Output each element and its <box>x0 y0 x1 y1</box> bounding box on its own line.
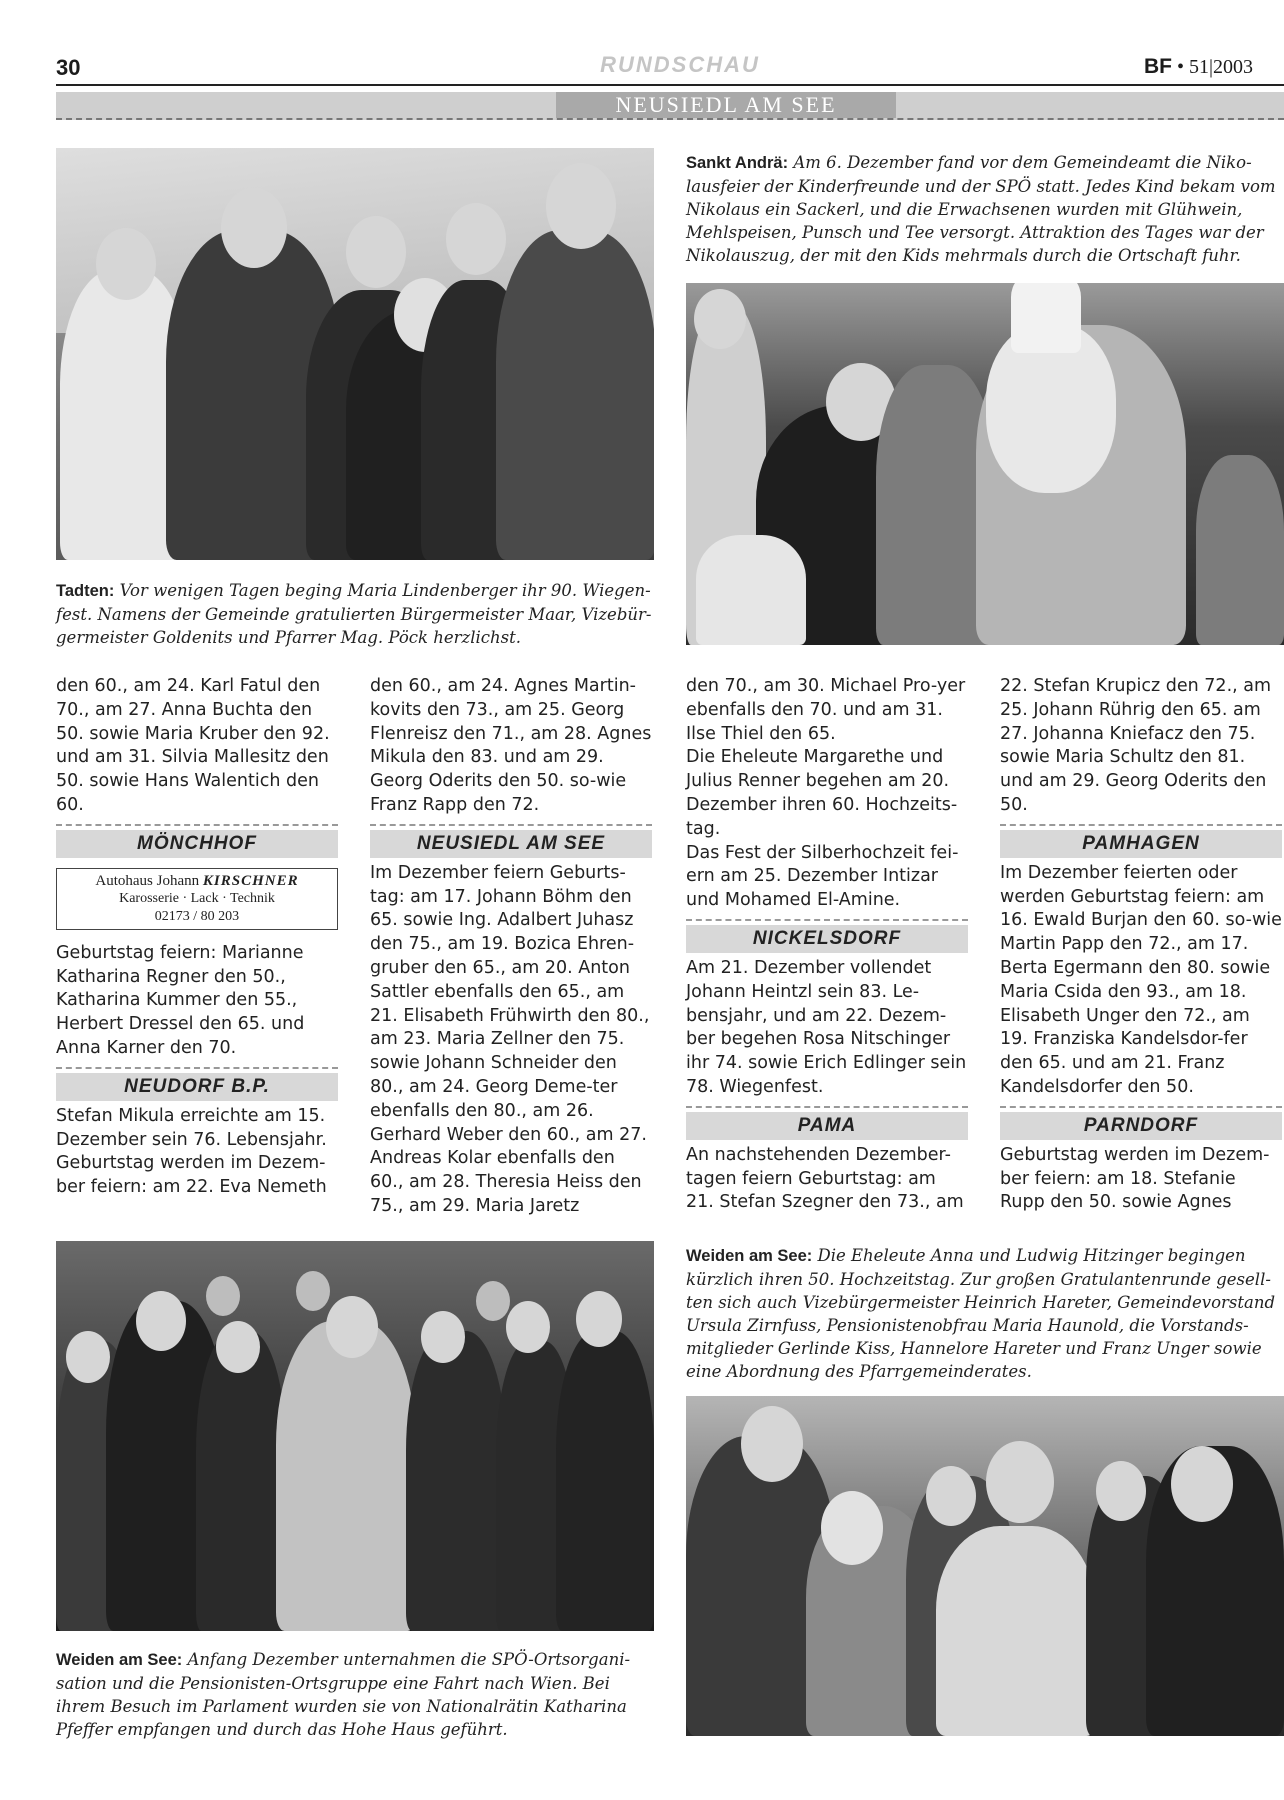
heading-moenchhof <box>56 824 338 858</box>
heading-neusiedl <box>370 824 652 858</box>
caption-text: Die Eheleute Anna und Ludwig Hitzinger begingen kürzlich ihren 50. Hochzeitstag. Zur großen Gratulantenrunde gesell-ten sich auch Vizebürgermeister Heinrich Hareter, Gemeindevorstand Ursula Zirnfuss, Pensionistenobfrau Maria Haunold, die Vorstands-mitglieder Gerlinde Kiss, Hannelore Hareter und Franz Unger sowie eine Abordnung des Pfarrgemeinderates. <box>686 1246 1276 1381</box>
page-number: 30 <box>56 55 81 80</box>
parndorf-text: Geburtstag werden im Dezem-ber feiern: am 18. Stefanie Rupp den 50. sowie Agnes <box>1000 1144 1270 1213</box>
column-1 <box>56 675 338 1200</box>
column-1-intro: den 60., am 24. Karl Fatul den 70., am 27. Anna Buchta den 50. sowie Maria Kruber den 92. und am 31. Silvia Mallesitz den 50. sowie Hans Walentich den 60. <box>56 676 330 815</box>
ad-phone: 02173 / 80 203 <box>154 908 240 924</box>
caption-tadten <box>56 579 654 649</box>
column-3-intro: den 70., am 30. Michael Pro-yer ebenfalls den 70. und am 31. Ilse Thiel den 65. <box>686 676 966 744</box>
caption-text: Vor wenigen Tagen beging Maria Lindenberger ihr 90. Wiegen-fest. Namens der Gemeinde gratulierten Bürgermeister Maar, Vizebür-germeister Goldenits und Pfarrer Mag. Pöck herzlichst. <box>56 581 652 647</box>
nickelsdorf-text: Am 21. Dezember vollendet Johann Heintzl sein 83. Le-bensjahr, und am 22. Dezem-ber begehen Rosa Nitschinger ihr 74. sowie Erich Edlinger sein 78. Wiegenfest. <box>686 957 967 1097</box>
column-4 <box>1000 675 1282 1215</box>
column-2-intro: den 60., am 24. Agnes Martin-kovits den 73., am 25. Georg Flenreisz den 71., am 28. Agnes Mikula den 83. und am 29. Georg Oderits den 50. so-wie Franz Rapp den 72. <box>370 676 652 815</box>
caption-place: Weiden am See: <box>56 1651 183 1669</box>
caption-place: Tadten: <box>56 582 115 600</box>
photo-sankt-andrae <box>686 283 1284 645</box>
header-rule <box>56 84 1284 86</box>
region-banner <box>56 92 1284 120</box>
photo-weiden-group <box>56 1241 654 1631</box>
caption-weiden-couple <box>686 1244 1284 1383</box>
photo-weiden-couple <box>686 1396 1284 1736</box>
publication-name: BF <box>1144 55 1172 78</box>
section-title: RUNDSCHAU <box>600 52 760 77</box>
heading-pama <box>686 1106 968 1140</box>
caption-text: Am 6. Dezember fand vor dem Gemeindeamt die Niko-lausfeier der Kinderfreunde und der SPÖ statt. Jedes Kind bekam vom Nikolaus ein Sackerl, und die Erwachsenen wurden mit Glühwein, Mehlspeisen, Punsch und Tee versorgt. Attraktion des Tages war der Nikolauszug, der mit den Kids mehrmals durch die Ortschaft fuhr. <box>686 153 1276 265</box>
issue-number: • 51|2003 <box>1177 56 1254 78</box>
caption-text: Anfang Dezember unternahmen die SPÖ-Ortsorgani-sation und die Pensionisten-Ortsgruppe eine Fahrt nach Wien. Bei ihrem Besuch im Parlament wurden sie von Nationalrätin Katharina Pfeffer empfangen und durch das Hohe Haus geführt. <box>56 1650 631 1739</box>
column-3 <box>686 675 968 1215</box>
heading-text: MÖNCHHOF <box>56 830 338 858</box>
heading-nickelsdorf <box>686 919 968 953</box>
photo-tadten <box>56 148 654 560</box>
neudorf-text: Stefan Mikula erreichte am 15. Dezember sein 76. Lebensjahr. Geburtstag werden im Dezem-ber feiern: am 22. Eva Nemeth <box>56 1105 327 1198</box>
caption-place: Weiden am See: <box>686 1247 813 1265</box>
heading-text: NEUSIEDL AM SEE <box>370 830 652 858</box>
heading-text: NEUDORF B.P. <box>56 1073 338 1101</box>
moenchhof-text: Geburtstag feiern: Marianne Katharina Regner den 50., Katharina Kummer den 55., Herbert Dressel den 65. und Anna Karner den 70. <box>56 942 305 1058</box>
advertisement-kirschner <box>56 868 338 930</box>
silberhochzeit-text: Das Fest der Silberhochzeit fei-ern am 25. Dezember Intizar und Mohamed El-Amine. <box>686 842 959 911</box>
heading-text: PARNDORF <box>1000 1112 1282 1140</box>
column-4-intro: 22. Stefan Krupicz den 72., am 25. Johann Rührig den 65. am 27. Johanna Kniefacz den 75. sowie Maria Schultz den 81. und am 29. Georg Oderits den 50. <box>1000 676 1272 815</box>
ad-services: Karosserie · Lack · Technik <box>119 890 275 906</box>
ad-company: Autohaus Johann KIRSCHNER <box>95 872 299 889</box>
pamhagen-text: Im Dezember feierten oder werden Geburtstag feiern: am 16. Ewald Burjan den 60. so-wie Martin Papp den 72., am 17. Berta Egermann den 80. sowie Maria Csida den 93., am 18. Elisabeth Unger den 72., am 19. Franziska Kandelsdor-fer den 65. und am 21. Franz Kandelsdorfer den 50. <box>1000 862 1282 1097</box>
heading-parndorf <box>1000 1106 1282 1140</box>
heading-text: PAMHAGEN <box>1000 830 1282 858</box>
issue-info <box>1144 55 1284 79</box>
caption-weiden-group <box>56 1648 654 1741</box>
heading-pamhagen <box>1000 824 1282 858</box>
neusiedl-text: Im Dezember feiern Geburts-tag: am 17. Johann Böhm den 65. sowie Ing. Adalbert Juhasz den 75., am 19. Bozica Ehren-gruber den 65., am 20. Anton Sattler ebenfalls den 65., am 21. Elisabeth Frühwirth den 80., am 23. Maria Zellner den 75. sowie Johann Schneider den 80., am 24. Georg Deme-ter ebenfalls den 80., am 26. Gerhard Weber den 60., am 27. Andreas Kolar ebenfalls den 60., am 28. Theresia Heiss den 75., am 29. Maria Jaretz <box>370 862 650 1216</box>
heading-text: NICKELSDORF <box>686 925 968 953</box>
heading-neudorf <box>56 1067 338 1101</box>
column-2 <box>370 675 652 1219</box>
pama-text: An nachstehenden Dezember-tagen feiern Geburtstag: am 21. Stefan Szegner den 73., am <box>686 1144 964 1213</box>
heading-text: PAMA <box>686 1112 968 1140</box>
caption-sankt-andrae <box>686 151 1284 267</box>
caption-place: Sankt Andrä: <box>686 154 789 172</box>
region-title: NEUSIEDL AM SEE <box>556 92 896 118</box>
renner-text: Die Eheleute Margarethe und Julius Renner begehen am 20. Dezember ihren 60. Hochzeits-tag. <box>686 747 958 839</box>
